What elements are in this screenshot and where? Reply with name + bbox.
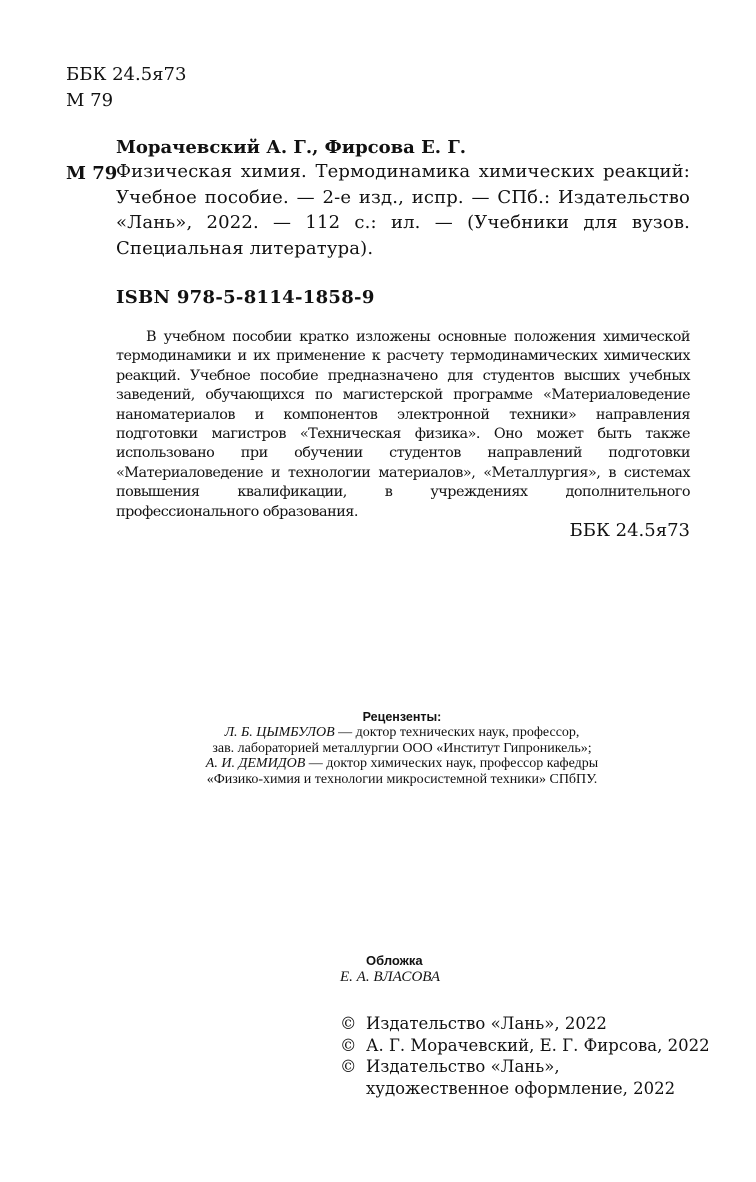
- bbk-header: [66, 62, 186, 114]
- copyright-text-continued: художественное оформление, 2022: [366, 1078, 676, 1098]
- copyright-symbol: ©: [340, 1057, 357, 1076]
- bbk-code-bottom: ББК 24.5я73: [569, 520, 690, 541]
- reviewers-heading: Рецензенты:: [362, 710, 442, 724]
- reviewer-1: [150, 725, 654, 740]
- bbk-code: ББК 24.5я73: [66, 64, 187, 85]
- copyright-line: [340, 1035, 710, 1057]
- copyright-block: [340, 1013, 710, 1099]
- copyright-text: Издательство «Лань», 2022: [366, 1014, 607, 1033]
- copyright-text: А. Г. Морачевский, Е. Г. Фирсова, 2022: [366, 1035, 710, 1055]
- copyright-line: [340, 1013, 710, 1035]
- reviewer-1-desc-2: зав. лабораторией металлургии ООО «Институт Гипроникель»;: [212, 740, 592, 756]
- reviewer-1-name: Л. Б. ЦЫМБУЛОВ: [224, 725, 335, 741]
- reviewers-block: [150, 710, 654, 787]
- cover-designer: Е. А. ВЛАСОВА: [340, 969, 441, 985]
- reviewer-2: [150, 756, 654, 771]
- reviewer-2-desc: — доктор химических наук, профессор кафедры: [305, 756, 599, 772]
- bibliographic-description: Физическая химия. Термодинамика химических реакций: Учебное пособие. — 2-е изд., испр. — СПб.: Издательство «Лань», 2022. — 112 с.: ил. — (Учебники для вузов. Специальная литература).: [116, 161, 690, 259]
- cover-heading: Обложка: [366, 953, 423, 968]
- authors: Морачевский А. Г., Фирсова Е. Г.: [116, 137, 467, 158]
- isbn: ISBN 978-5-8114-1858-9: [116, 287, 375, 308]
- annotation: В учебном пособии кратко изложены основные положения химической термодинамики и их применение к расчету термодинамических химических реакций. Учебное пособие предназначено для студентов высших учебных заведений, обучающихся по магистерской программе «Материаловедение наноматериалов и компонентов электронной техники» направления подготовки магистров «Техническая физика». Оно может быть также использовано при обучении студентов направлений подготовки «Материаловедение и технологии материалов», «Металлургия», в системах повышения квалификации, в учреждениях дополнительного профессионального образования.: [116, 329, 690, 520]
- copyright-text: Издательство «Лань»,: [366, 1057, 560, 1076]
- author-mark: М 79: [66, 90, 114, 111]
- index-mark: М 79: [66, 163, 118, 184]
- reviewer-1-desc: — доктор технических наук, профессор,: [334, 725, 580, 741]
- copyright-symbol: ©: [340, 1014, 357, 1033]
- reviewer-2-desc-2: «Физико-химия и технологии микросистемной техники» СПбПУ.: [206, 771, 598, 787]
- copyright-symbol: ©: [340, 1035, 357, 1055]
- copyright-line: [340, 1056, 710, 1078]
- reviewer-2-name: А. И. ДЕМИДОВ: [205, 756, 306, 772]
